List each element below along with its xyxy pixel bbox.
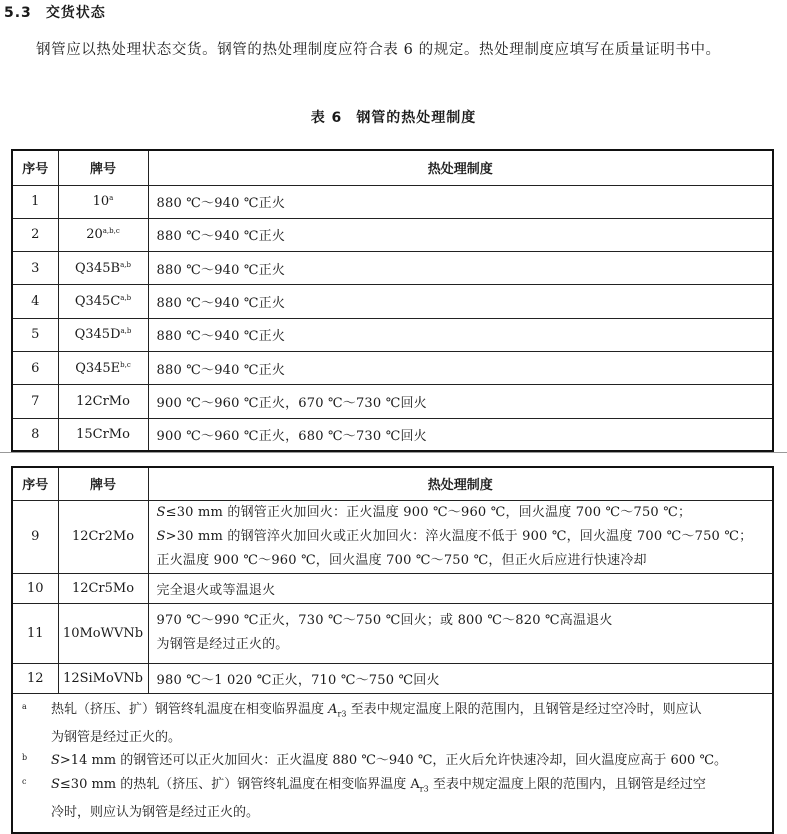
grade-cell	[58, 318, 148, 351]
table-row	[12, 218, 773, 251]
heat-treatment-table-part1	[11, 149, 774, 452]
grade-cell	[58, 185, 148, 218]
page-divider	[0, 452, 787, 453]
table-row	[12, 573, 773, 603]
treatment-line: S>30 mm 的钢管淬火加回火或正火加回火：淬火温度不低于 900 ℃，回火温度 700 ℃～750 ℃；	[156, 528, 753, 544]
treatment-cell: 880 ℃～940 ℃正火	[148, 252, 773, 285]
footnote-ref: a,b	[120, 327, 132, 336]
table-title: 钢管的热处理制度	[356, 110, 477, 126]
row-number: 10	[12, 573, 58, 603]
table-caption	[0, 107, 787, 127]
table-row	[12, 185, 773, 218]
row-number: 3	[12, 252, 58, 285]
heat-treatment-table-part2	[11, 466, 774, 834]
treatment-line: 980 ℃～1 020 ℃正火，710 ℃～750 ℃回火	[156, 672, 440, 688]
variable-s: S	[51, 776, 60, 792]
grade-cell: 12Cr5Mo	[58, 573, 148, 603]
grade-cell	[58, 385, 148, 418]
treatment-cell: 900 ℃～960 ℃正火，680 ℃～730 ℃回火	[148, 418, 773, 451]
header-treatment: 热处理制度	[148, 467, 773, 500]
table-header-row	[12, 467, 773, 500]
header-grade: 牌号	[58, 467, 148, 500]
row-number: 7	[12, 385, 58, 418]
footnote-line: 为钢管是经过正火的。	[51, 729, 182, 745]
treatment-cell: 880 ℃～940 ℃正火	[148, 351, 773, 384]
footnote-ref: a	[109, 194, 114, 203]
row-number: 4	[12, 285, 58, 318]
variable-s: S	[156, 528, 166, 544]
row-number: 8	[12, 418, 58, 451]
footnote-ref: a,b	[120, 260, 131, 269]
footnote-line: 热轧（挤压、扩）钢管终轧温度在相变临界温度 $A_{r3}$ 至表中规定温度上限的范围内，且钢管是经过空冷时，则应认	[51, 701, 702, 719]
grade-name: Q345C	[74, 294, 121, 310]
grade-cell	[58, 218, 148, 251]
table-row	[12, 318, 773, 351]
treatment-line: 970 ℃～990 ℃正火，730 ℃～750 ℃回火；或 800 ℃～820 ℃高温退火	[156, 613, 613, 628]
variable-a: A	[328, 701, 338, 717]
header-treatment: 热处理制度	[148, 150, 773, 185]
grade-cell: 12SiMoVNb	[58, 663, 148, 693]
grade-name: 10	[92, 194, 110, 210]
header-grade: 牌号	[58, 150, 148, 185]
treatment-cell	[148, 663, 773, 693]
header-no: 序号	[12, 150, 58, 185]
grade-cell	[58, 252, 148, 285]
grade-name: Q345B	[75, 260, 121, 276]
table-row	[12, 385, 773, 418]
grade-cell	[58, 285, 148, 318]
grade-cell	[58, 351, 148, 384]
grade-cell	[58, 418, 148, 451]
footnote	[22, 773, 762, 825]
treatment-cell: 880 ℃～940 ℃正火	[148, 218, 773, 251]
grade-name: Q345E	[75, 360, 121, 376]
treatment-cell: 880 ℃～940 ℃正火	[148, 285, 773, 318]
table-row	[12, 603, 773, 663]
footnote-ref: b,c	[120, 360, 131, 369]
table-row	[12, 252, 773, 285]
grade-name: 20	[86, 227, 103, 243]
table-row	[12, 285, 773, 318]
grade-name: 12CrMo	[76, 393, 130, 409]
row-number: 6	[12, 351, 58, 384]
header-no: 序号	[12, 467, 58, 500]
footnote-line: 冷时，则应认为钢管是经过正火的。	[51, 804, 260, 820]
footnote-mark: b	[22, 753, 28, 763]
treatment-line: S≤30 mm 的钢管正火加回火：正火温度 900 ℃～960 ℃，回火温度 700 ℃～750 ℃；	[156, 504, 692, 520]
subscript: r3	[419, 784, 429, 794]
footnote-ref: a,b,c	[102, 227, 120, 236]
table-row	[12, 351, 773, 384]
footnote	[22, 749, 762, 773]
treatment-line: 完全退火或等温退火	[156, 582, 276, 598]
table-header-row	[12, 150, 773, 185]
row-number: 11	[12, 603, 58, 663]
notes-row	[12, 693, 773, 833]
footnote-ref: a,b	[120, 294, 132, 303]
treatment-cell: 880 ℃～940 ℃正火	[148, 185, 773, 218]
body-paragraph: 钢管应以热处理状态交货。钢管的热处理制度应符合表 6 的规定。热处理制度应填写在质量证明书中。	[36, 42, 721, 58]
footnote-line: S≤30 mm 的热轧（挤压、扩）钢管终轧温度在相变临界温度 $A_{r3}$ 至表中规定温度上限的范围内，且钢管是经过空	[51, 776, 706, 794]
row-number: 5	[12, 318, 58, 351]
row-number: 2	[12, 218, 58, 251]
table-row	[12, 500, 773, 573]
treatment-cell	[148, 500, 773, 573]
subscript: r3	[337, 709, 347, 719]
table-row	[12, 663, 773, 693]
grade-cell: 12Cr2Mo	[58, 500, 148, 573]
treatment-cell: 900 ℃～960 ℃正火，670 ℃～730 ℃回火	[148, 385, 773, 418]
variable-s: S	[51, 753, 60, 769]
footnote-mark: a	[22, 701, 27, 711]
variable-s: S	[156, 504, 166, 520]
grade-name: 15CrMo	[76, 426, 130, 442]
section-number: 5.3	[4, 5, 32, 21]
section-heading	[4, 2, 106, 22]
section-title: 交货状态	[45, 5, 106, 21]
row-number: 1	[12, 185, 58, 218]
table-row	[12, 418, 773, 451]
treatment-cell	[148, 603, 773, 663]
table-notes	[12, 693, 773, 833]
row-number: 12	[12, 663, 58, 693]
footnote	[22, 698, 762, 750]
grade-name: Q345D	[74, 327, 121, 343]
table-number: 表 6	[310, 110, 343, 126]
grade-cell: 10MoWVNb	[58, 603, 148, 663]
treatment-line: 正火温度 900 ℃～960 ℃，回火温度 700 ℃～750 ℃，但正火后应进行快速冷却	[156, 552, 647, 568]
footnote-line: S>14 mm 的钢管还可以正火加回火：正火温度 880 ℃～940 ℃，正火后允许快速冷却，回火温度应高于 600 ℃。	[51, 753, 727, 769]
treatment-cell: 880 ℃～940 ℃正火	[148, 318, 773, 351]
treatment-line: 为钢管是经过正火的。	[156, 637, 289, 652]
row-number: 9	[12, 500, 58, 573]
footnote-mark: c	[22, 776, 27, 786]
treatment-cell	[148, 573, 773, 603]
